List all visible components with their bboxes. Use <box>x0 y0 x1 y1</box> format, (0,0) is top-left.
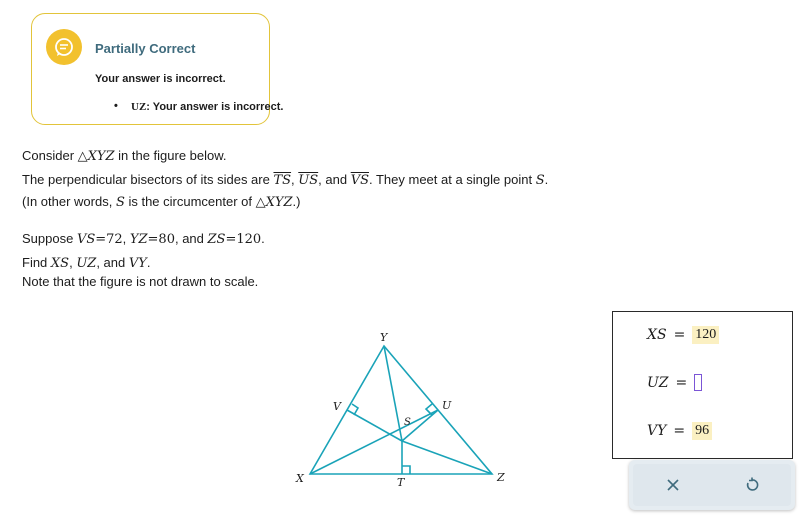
problem-line-5: Find XS, UZ, and VY. <box>22 255 151 271</box>
problem-line-3: (In other words, S is the circumcenter of △XYZ.) <box>22 194 301 210</box>
label-x: X <box>296 472 304 485</box>
answer-box <box>612 311 793 459</box>
x-icon <box>666 478 680 492</box>
answer-action-bar <box>629 460 795 510</box>
right-angle-u <box>426 404 432 415</box>
right-angle-t <box>402 466 410 474</box>
reset-button[interactable] <box>732 470 772 500</box>
answer-uz-field[interactable] <box>694 374 702 391</box>
label-u: U <box>442 399 452 412</box>
bullet: • <box>114 100 118 112</box>
problem-line-2: The perpendicular bisectors of its sides are $\overline{TS}$, $\overline{US}$, and $\overline{VS}$. They meet at a single point S. <box>22 172 549 188</box>
label-v: V <box>333 400 341 413</box>
chat-bubble-icon <box>46 29 82 65</box>
triangle-figure <box>280 320 520 495</box>
label-y: Y <box>380 331 388 344</box>
answer-row-vy: VY = 96 <box>647 422 712 440</box>
label-t: T <box>397 476 405 489</box>
feedback-item-text: : Your answer is incorrect. <box>146 101 284 113</box>
undo-icon <box>744 477 760 493</box>
problem-line-4: Suppose VS=72, YZ=80, and ZS=120. <box>22 231 265 247</box>
bisector-vs <box>347 410 402 441</box>
feedback-item-label: UZ <box>131 101 147 113</box>
clear-button[interactable] <box>653 470 693 500</box>
feedback-title: Partially Correct <box>95 41 196 56</box>
answer-row-uz: UZ = <box>647 374 702 391</box>
answer-xs-field[interactable]: 120 <box>692 326 719 344</box>
triangle-icon: △ <box>77 149 88 164</box>
problem-line-6: Note that the figure is not drawn to scale. <box>22 274 259 289</box>
problem-line-1: Consider △XYZ in the figure below. <box>22 148 227 164</box>
feedback-message: Your answer is incorrect. <box>95 73 226 85</box>
label-s: S <box>404 417 411 428</box>
answer-row-xs: XS = 120 <box>647 326 719 344</box>
triangle-icon: △ <box>255 195 266 210</box>
answer-vy-field[interactable]: 96 <box>692 422 712 440</box>
feedback-card <box>31 13 284 125</box>
segment-ys <box>384 346 402 441</box>
label-z: Z <box>497 471 505 484</box>
